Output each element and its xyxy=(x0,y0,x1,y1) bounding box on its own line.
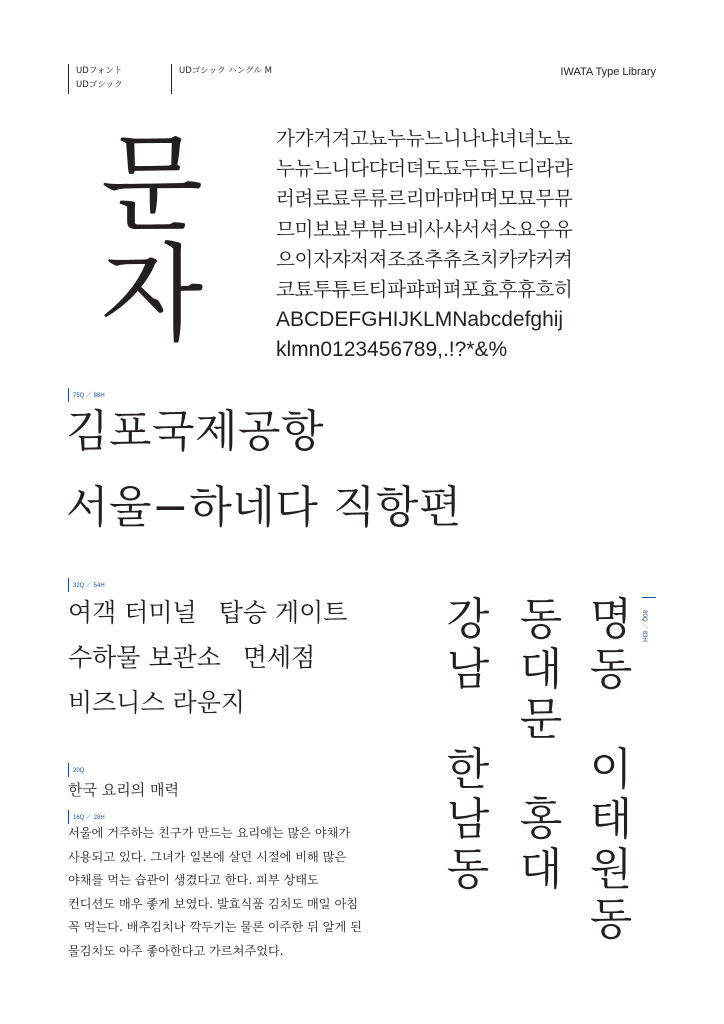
headline-line-2: 서울−하네다 직항편 xyxy=(66,482,462,533)
article-body-line: 사용되고 있다. 그녀가 일본에 살던 시절에 비해 많은 xyxy=(68,849,347,864)
headline-spec: 75Q ／ 88H xyxy=(73,393,105,399)
charset-line: 러려로료루류르리마먀머며모묘무뮤 xyxy=(276,187,573,211)
terminal-list xyxy=(68,590,347,725)
font-name-label: UDゴシック ハングル M xyxy=(179,66,272,76)
list-spec: 32Q ／ 54H xyxy=(73,583,105,589)
header-divider-1 xyxy=(68,64,69,94)
article-body-line: 컨디션도 매우 좋게 보였다. 발효식품 김치도 매일 아침 xyxy=(68,896,359,911)
article-title-spec: 20Q xyxy=(73,768,85,774)
list-item: 수하물 보관소 xyxy=(68,643,221,672)
headline-line-1: 김포국제공항 xyxy=(66,406,325,457)
spec-tick xyxy=(642,597,656,598)
list-item: 여객 터미널 xyxy=(68,598,197,627)
font-family-line-2: UDゴシック xyxy=(76,80,123,90)
font-family-line-1: UDフォント xyxy=(76,66,123,76)
character-set xyxy=(276,124,573,366)
brand-name: IWATA Type Library xyxy=(560,66,656,78)
list-line-1 xyxy=(68,590,347,635)
vertical-spec: 80Q ／ 83H xyxy=(640,610,647,642)
charset-line: 코툐투튜트티파퍄퍼펴포효후휴흐히 xyxy=(276,278,573,302)
hero-char-1: 문 xyxy=(100,123,204,246)
article-body-line: 야채를 먹는 습관이 생겼다고 한다. 피부 상태도 xyxy=(68,873,319,887)
list-item: 면세점 xyxy=(242,643,316,672)
article-body-line: 서울에 거주하는 친구가 만드는 요리에는 많은 야채가 xyxy=(68,826,351,840)
spec-tick xyxy=(68,763,69,777)
hero-char-2: 자 xyxy=(100,233,204,356)
charset-line: 므미보뵤부뷰브비사샤서셔소요우유 xyxy=(276,217,573,241)
article-body xyxy=(68,822,362,963)
list-line-3 xyxy=(68,680,347,725)
list-item: 비즈니스 라운지 xyxy=(68,688,245,717)
vertical-column-1: 강 남 한 남 동 xyxy=(446,594,490,895)
article-body-line: 물김치도 아주 좋아한다고 가르쳐주었다. xyxy=(68,943,284,958)
charset-line: 누뉴느니다댜더뎌도됴두듀드디라랴 xyxy=(276,157,573,181)
charset-latin-line: klmn0123456789,.!?*&% xyxy=(276,338,508,362)
article-title: 한국 요리의 매력 xyxy=(68,781,179,799)
vertical-column-3: 명 동 이 태 원 동 xyxy=(589,594,633,945)
article-body-spec: 16Q ／ 28H xyxy=(73,815,105,821)
charset-line: 으이자쟈저져조죠추츄츠치카캬커켜 xyxy=(276,247,573,271)
list-line-2 xyxy=(68,635,347,680)
article-body-line: 꼭 먹는다. 배추김치나 깍두기는 물론 이주한 뒤 알게 된 xyxy=(68,920,362,934)
header-divider-2 xyxy=(171,64,172,94)
font-family-label xyxy=(76,64,123,92)
headline xyxy=(66,394,462,546)
charset-latin-line: ABCDEFGHIJKLMNabcdefghij xyxy=(276,308,564,332)
charset-line: 가갸거겨고뇨누뉴느니나냐녀녀노뇨 xyxy=(276,127,573,150)
vertical-column-2: 동 대 문 홍 대 xyxy=(519,594,563,895)
list-item: 탑승 게이트 xyxy=(218,598,348,627)
